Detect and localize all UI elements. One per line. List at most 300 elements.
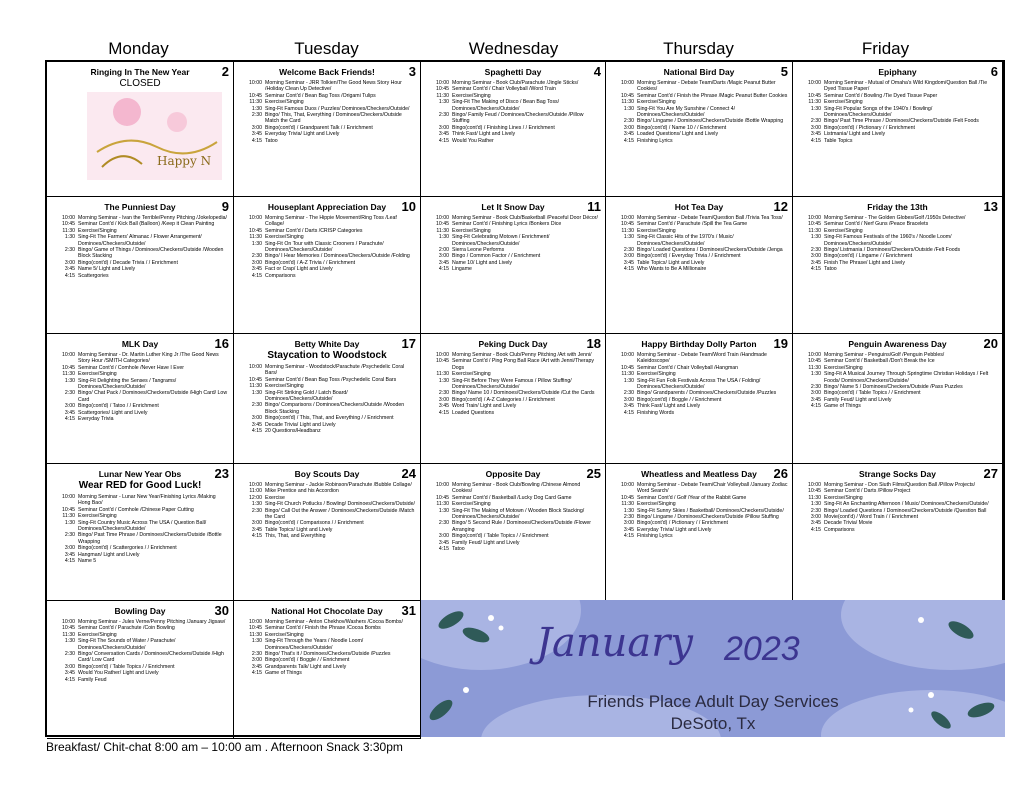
activity-row [51,247,229,260]
activity-text: Sing-Fit Classic Hits of the 1970's / Music/ Dominoes/Checkers/Outside/ [637,234,734,247]
activity-text: Tatoo [452,546,465,553]
activity-text: Bingo/ Past Time Phrase / Dominoes/Checkers/Outside /Felt Foods [824,118,979,125]
day-theme-title: Betty White Day [294,339,360,349]
activity-time: 11:00 [249,488,262,495]
day-number: 5 [780,64,788,79]
day-number: 10 [401,199,416,214]
activity-text: Morning Seminar - Debate Team/Darts /Magic Peanut Butter Cookies/ [637,80,776,93]
day-number: 20 [983,336,998,351]
activity-time: 11:30 [249,234,262,241]
activity-text: Sing-Fit The Making of Disco / Bean Bag Toss/ Dominoes/Checkers/Outside/ [452,99,560,112]
activity-text: Bingo(cont'd) / This, That, and Everything / / Enrichment [265,415,394,422]
activity-row [425,410,601,416]
activity-text: Bingo(cont'd) / Pictionary / / Enrichment [637,520,728,527]
activity-time: 10:00 [62,619,75,625]
activity-text: Sing-Fit An Enchanting Afternoon / Music/ Dominoes/Checkers/Outside/ [824,501,989,508]
activity-row [238,638,416,651]
activity-time: 11:30 [436,501,449,508]
activity-time: 3:00 [438,396,449,403]
activity-text: Table Topics/ Light and Lively [637,259,705,266]
activity-text: Exercise/Singing [824,99,863,106]
activity-time: 11:30 [62,371,75,378]
activity-time: 2:30 [251,112,262,119]
activity-time: 11:30 [436,371,449,378]
activity-time: 1:30 [64,377,75,384]
activity-time: 10:45 [808,488,821,495]
activity-text: Bingo/ Family Feud / Dominoes/Checkers/Outside /Pillow Stuffing [452,112,584,125]
activity-time: 4:15 [251,670,262,677]
activity-time: 10:45 [808,221,821,228]
activity-text: Mike Prentice and his Accordion [265,488,339,495]
activity-text: Morning Seminar - Debate Team/Question Ball /Trivia Tea Toss/ [637,215,783,221]
activity-text: Sing-Fit Before They Were Famous / Pillow Stuffing/ Dominoes/Checkers/Outside/ [452,377,572,391]
activity-time: 4:15 [623,137,634,144]
activity-time: 11:30 [249,631,262,638]
activity-time: 10:00 [249,215,262,221]
activity-time: 11:30 [808,99,821,106]
activity-text: Bingo/ Loaded Questions / Dominoes/Checkers/Outside /Question Ball [824,507,987,514]
day-theme-title: Boy Scouts Day [294,469,360,479]
activity-time: 2:30 [251,651,262,658]
activity-time: 3:00 [810,390,821,397]
activity-time: 3:00 [438,124,449,131]
activity-time: 2:30 [251,402,262,409]
day-theme-title: Let It Snow Day [481,202,545,212]
activity-time: 3:00 [810,514,821,521]
activity-time: 3:45 [251,663,262,670]
activity-text: Bingo(cont'd) / Pictionary / / Enrichment [824,124,915,131]
activity-text: Scattergories [78,272,109,279]
activity-time: 1:30 [623,507,634,514]
activity-row [51,520,229,533]
calendar-day-cell [793,464,1003,601]
activity-time: 10:45 [436,221,449,228]
day-number: 18 [586,336,601,351]
activity-time: 1:30 [438,234,449,241]
activity-text: Everyday Trivia/ Light and Lively [265,131,340,138]
activity-schedule [797,482,998,533]
activity-text: Seminar Cont'd / Comhole /Chinese Paper Cutting [78,506,194,513]
day-number: 11 [587,199,601,214]
activity-schedule [797,80,998,144]
activity-time: 1:30 [438,377,449,384]
activity-row [238,402,416,415]
activity-text: Bingo(cont'd) / A-Z Trivia / / Enrichment [265,259,356,266]
day-theme-title: MLK Day [121,339,159,349]
activity-text: Morning Seminar - Jackie Robinson/Parachute /Bubble Collage/ [265,482,412,488]
activity-row [425,266,601,272]
activity-row [610,138,788,144]
activity-time: 10:00 [808,80,821,86]
activity-time: 10:45 [249,92,262,99]
activity-schedule [610,352,788,416]
day-theme-title: Peking Duck Day [478,339,548,349]
activity-time: 3:00 [623,253,634,260]
activity-text: Bingo(cont'd) / Grandparent Talk / / Enrichment [265,124,373,131]
activity-text: Exercise/Singing [78,227,117,234]
activity-schedule [51,619,229,683]
art-lettering: Happy N [157,154,212,168]
day-theme-title: Ringing In The New Year [90,67,190,77]
activity-time: 10:00 [249,80,262,86]
day-theme-title: Lunar New Year Obs [98,469,182,479]
activity-schedule [51,352,229,422]
activity-text: Bingo(cont'd) / Table Topics / / Enrichment [824,390,921,397]
banner-month: January [536,620,693,666]
activity-text: Morning Seminar - Book Club/Basketball /Peaceful Door Décor/ [452,215,598,221]
day-theme-title: Penguin Awareness Day [848,339,947,349]
activity-time: 3:00 [438,253,449,260]
activity-text: Finishing Lyrics [637,137,673,144]
activity-text: Morning Seminar - The Hippie Movement/Ring Toss /Leaf Collage/ [265,215,397,228]
activity-time: 2:30 [810,507,821,514]
activity-time: 10:00 [808,215,821,221]
activity-text: Sing-Fit Famous Duos / Puzzles/ Dominoes/Checkers/Outside/ [265,105,410,112]
calendar-day-cell [234,601,421,739]
activity-text: Bingo(cont'd) / Finishing Lines / / Enrichment [452,124,555,131]
activity-text: Bingo/ Game of Things / Dominoes/Checkers/Outside /Wooden Block Stacking [78,247,224,260]
activity-text: Bingo/ Lingame / Dominoes/Checkers/Outside /Pillow Stuffing [637,514,779,521]
activity-schedule [797,352,998,410]
activity-row [238,80,416,93]
activity-time: 11:30 [249,99,262,106]
activity-text: Morning Seminar - Debate Team/Chair Volleyball /January Zodiac Word Search/ [637,482,788,495]
activity-time: 3:00 [64,545,75,552]
activity-text: Listmania/ Light and Lively [824,131,886,138]
activity-text: Family Feud [78,676,107,683]
activity-text: Tatoo [265,137,278,144]
activity-time: 10:45 [62,506,75,513]
activity-time: 4:15 [623,533,634,540]
day-number: 9 [221,199,229,214]
activity-time: 3:00 [64,259,75,266]
activity-text: Family Feud/ Light and Lively [824,396,892,403]
day-header-thursday: Thursday [663,39,734,58]
activity-time: 3:00 [251,259,262,266]
activity-schedule [425,80,601,144]
activity-text: Name 5/ Light and Lively [78,266,136,273]
activity-text: Decade Trivia/ Light and Lively [265,421,336,428]
activity-text: Exercise/Singing [637,501,676,508]
activity-schedule [238,482,416,540]
activity-time: 3:45 [251,421,262,428]
footer-note: Breakfast/ Chit-chat 8:00 am – 10:00 am . Afternoon Snack 3:30pm [46,740,403,754]
activity-text: Seminar Cont'd / Parachute /Coin Bowling [78,625,175,632]
activity-text: Sierra Leone Performs [452,247,505,254]
day-theme-title: Spaghetti Day [484,67,542,77]
activity-text: Movie(cont'd) / Word Train / / Enrichment [824,514,919,521]
activity-time: 2:30 [623,247,634,254]
activity-text: Exercise/Singing [637,227,676,234]
activity-time: 3:00 [251,415,262,422]
activity-text: Sing-Fit Through the Years / Noodle Loom/ Dominoes/Checkers/Outside/ [265,638,364,651]
activity-row [797,403,998,409]
activity-text: Sing-Fit Striking Gold / Latch Board/ Dominoes/Checkers/Outside/ [265,389,348,403]
day-theme-title: Opposite Day [485,469,541,479]
activity-time: 10:00 [808,352,821,358]
activity-time: 10:00 [62,352,75,358]
activity-text: Bingo/ Call Out the Answer / Dominoes/Checkers/Outside /Match the Card [265,507,415,521]
activity-time: 4:15 [438,266,449,273]
activity-row [425,358,601,371]
activity-text: Would You Rather [452,137,494,144]
activity-time: 4:15 [251,428,262,435]
activity-text: Exercise/Singing [452,92,491,99]
activity-text: Exercise/Singing [78,513,117,520]
activity-time: 1:30 [251,638,262,645]
activity-time: 3:00 [623,520,634,527]
activity-row [425,520,601,533]
activity-schedule [238,215,416,279]
day-theme-title: Wheatless and Meatless Day [641,469,757,479]
activity-text: Bingo(cont'd) / Tatoo / / Enrichment [78,403,159,410]
activity-row [51,234,229,247]
activity-time: 3:45 [438,131,449,138]
activity-text: Morning Seminar - Woodstock/Parachute /Psychedelic Coral Bars/ [265,364,405,377]
activity-time: 3:45 [64,670,75,677]
month-banner [421,600,1005,737]
activity-time: 11:30 [62,227,75,234]
activity-time: 10:45 [621,92,634,99]
activity-time: 3:45 [438,539,449,546]
activity-time: 3:00 [251,124,262,131]
activity-time: 3:45 [251,266,262,273]
activity-time: 10:45 [621,494,634,501]
calendar-day-cell [47,464,234,601]
activity-text: Would You Rather/ Light and Lively [78,670,159,677]
activity-time: 2:30 [623,390,634,397]
day-theme-title: Happy Birthday Dolly Parton [641,339,757,349]
activity-text: Exercise [265,494,285,501]
activity-row [610,533,788,539]
activity-row [238,112,416,125]
activity-text: 20 Questions/Headbanz [265,428,321,435]
activity-text: Exercise/Singing [265,234,304,241]
activity-text: Bingo/ 5 Second Rule / Dominoes/Checkers/Outside /Flower Arranging [452,520,591,533]
activity-text: Finishing Words [637,409,675,416]
calendar-day-cell [793,334,1003,464]
calendar-day-cell [606,464,793,601]
activity-text: Exercise/Singing [78,371,117,378]
activity-text: Bingo/ This, That, Everything / Dominoes/Checkers/Outside Match the Card [265,112,402,125]
activity-text: Seminar Cont'd / Basketball /Don't Break the Ice [824,358,935,365]
activity-text: Sing-Fit Sunny Skies / Basketball/ Dominoes/Checkers/Outside/ [637,507,784,514]
activity-text: Grandparents Talk/ Light and Lively [265,663,347,670]
activity-row [425,482,601,495]
activity-text: Seminar Cont'd / Darts /CRISP Categories [265,227,363,234]
activity-text: Bingo(cont'd) / Lingame / / Enrichment [824,253,913,260]
activity-text: Seminar Cont'd / Parachute /Spill the Tea Game [637,221,748,228]
activity-text: Morning Seminar - Penguins/Golf /Penguin Pebbles/ [824,352,945,358]
activity-time: 10:45 [808,92,821,99]
day-number: 30 [214,603,229,618]
calendar-day-cell [421,62,606,197]
day-theme-title: Epiphany [878,67,917,77]
activity-schedule [425,215,601,273]
activity-time: 3:45 [438,403,449,410]
activity-time: 1:30 [251,501,262,508]
day-header-friday: Friday [861,39,910,58]
activity-row [425,112,601,125]
activity-time: 4:15 [438,137,449,144]
day-theme-subtitle: Staycation to Woodstock [267,350,387,361]
activity-time: 1:30 [623,234,634,241]
activity-time: 10:00 [436,215,449,221]
activity-text: Exercise/Singing [452,371,491,378]
activity-time: 1:30 [64,519,75,526]
activity-text: Seminar Cont'd / Finishing Lyrics /Bonkers Dice [452,221,562,228]
activity-text: Seminar Cont'd / Bean Bag Toss /Psychedelic Coral Bars [265,376,397,383]
activity-text: Bingo(cont'd) / Scattergories / / Enrichment [78,545,177,552]
activity-time: 11:30 [249,383,262,390]
activity-time: 3:00 [64,663,75,670]
activity-text: Bingo/ Name 5 / Dominoes/Checkers/Outside /Pass Puzzles [824,384,963,391]
day-theme-title: The Punniest Day [104,202,176,212]
activity-text: Think Fast/ Light and Lively [637,403,701,410]
activity-text: Sing-Fit The Farmers' Almanac / Flower Arrangement/ Dominoes/Checkers/Outside/ [78,234,202,247]
activity-time: 3:45 [251,526,262,533]
activity-time: 3:45 [623,526,634,533]
activity-text: Morning Seminar - Don Siuth Films/Question Ball /Pillow Projects/ [824,482,976,488]
activity-row [797,234,998,247]
activity-time: 3:45 [623,259,634,266]
activity-text: Sing-Fit Delighting the Senses / Tangrams/ Dominoes/Checkers/Outside/ [78,377,177,391]
activity-time: 2:30 [64,532,75,539]
banner-year: 2023 [724,630,800,668]
activity-time: 10:45 [621,364,634,371]
activity-text: Exercise/Singing [824,494,863,501]
activity-time: 3:45 [64,266,75,273]
activity-time: 10:45 [436,358,449,365]
activity-text: Bingo(cont'd) / Boggle / / Enrichment [265,657,350,664]
activity-time: 10:00 [436,352,449,358]
activity-text: Seminar Cont'd / Finish the Phrase /Cocoa Bombs [265,625,381,632]
activity-time: 1:30 [623,105,634,112]
activity-row [797,527,998,533]
activity-schedule [51,494,229,564]
activity-time: 11:30 [621,501,634,508]
activity-time: 11:30 [808,364,821,371]
activity-text: Morning Seminar - Jules Verne/Penny Pitching /January Jigsaw/ [78,619,226,625]
activity-time: 1:30 [810,234,821,241]
activity-time: 10:45 [436,494,449,501]
activity-time: 10:45 [808,358,821,365]
calendar-day-cell [47,334,234,464]
activity-time: 1:30 [438,99,449,106]
activity-text: Exercise/Singing [265,99,304,106]
activity-time: 12:00 [249,494,262,501]
activity-schedule [610,80,788,144]
activity-row [51,273,229,279]
activity-time: 11:30 [62,513,75,520]
activity-time: 3:45 [623,131,634,138]
activity-time: 2:30 [64,651,75,658]
activity-text: Think Fast/ Light and Lively [452,131,516,138]
activity-time: 2:30 [438,112,449,119]
activity-text: Morning Seminar - Book Club/Bowling /Chinese Almond Cookies/ [452,482,581,495]
activity-text: Seminar Cont'd / Finish the Phrase /Magic Peanut Butter Cookies [637,92,788,99]
activity-text: Loaded Questions/ Light and Lively [637,131,719,138]
activity-text: Bingo/ Conversation Cards / Dominoes/Checkers/Outside /High Card/ Low Card [78,651,224,664]
day-theme-title: National Hot Chocolate Day [271,606,383,616]
activity-schedule [238,619,416,677]
activity-schedule [425,352,601,416]
activity-time: 3:00 [623,396,634,403]
activity-text: Scattergories/ Light and Lively [78,409,148,416]
activity-time: 10:45 [62,625,75,632]
activity-text: Bingo(cont'd) / Everyday Trivia / / Enrichment [637,253,741,260]
activity-time: 1:30 [251,240,262,247]
activity-text: Lingame [452,266,472,273]
calendar-day-cell [234,464,421,601]
activity-schedule [238,364,416,434]
activity-time: 2:30 [438,520,449,527]
activity-time: 10:45 [62,364,75,371]
activity-text: Seminar Cont'd / Kick Ball (Balloon) /Keep it Clean Painting [78,221,215,228]
activity-row [238,508,416,521]
activity-text: Bingo/ Comparisons / Dominoes/Checkers/Outside /Wooden Block Stacking [265,402,405,415]
activity-text: Bingo/ That's it / Dominoes/Checkers/Outside /Puzzles [265,651,391,658]
activity-time: 10:00 [436,80,449,86]
activity-row [51,558,229,564]
activity-time: 10:00 [621,352,634,358]
activity-time: 11:30 [436,227,449,234]
activity-row [425,546,601,552]
activity-schedule [238,80,416,144]
activity-text: Seminar Cont'd / Bowling /Tie Dyed Tissue Paper [824,92,938,99]
activity-time: 11:30 [621,371,634,378]
activity-time: 2:30 [251,253,262,260]
activity-text: Exercise/Singing [452,227,491,234]
activity-text: Sing-Fit A Musical Journey Through Springtime Christian Holidays / Felt Foods/ Dominoes/Checkers/Outside/ [824,371,989,384]
activity-text: Fact or Crap/ Light and Lively [265,266,333,273]
day-theme-title: Welcome Back Friends! [279,67,375,77]
day-theme-title: Bowling Day [114,606,166,616]
day-number: 2 [221,64,229,79]
activity-row [51,532,229,545]
day-theme-title: National Bird Day [663,67,735,77]
activity-time: 3:45 [64,551,75,558]
activity-time: 10:00 [621,215,634,221]
day-theme-title: Hot Tea Day [674,202,724,212]
activity-text: Bingo/ Past Time Phrase / Dominoes/Checkers/Outside /Bottle Wrapping [78,532,222,545]
activity-time: 11:30 [436,92,449,99]
activity-time: 4:15 [810,403,821,410]
activity-time: 10:00 [808,482,821,488]
activity-row [51,378,229,391]
activity-text: Sing-Fit The Sounds of Water / Parachute/ Dominoes/Checkers/Outside/ [78,638,176,651]
activity-text: Bingo / Common Factor / / Enrichment [452,253,541,260]
activity-schedule [610,215,788,273]
activity-text: Table Topics [824,137,853,144]
activity-time: 2:30 [810,247,821,254]
calendar-day-cell [234,334,421,464]
banner-city: DeSoto, Tx [670,714,756,733]
activity-text: Sing-Fit Celebrating Motown / Enrichment/ Dominoes/Checkers/Outside/ [452,234,550,247]
activity-time: 10:00 [621,80,634,86]
day-number: 16 [214,336,229,351]
activity-text: Game of Things [824,403,861,410]
activity-row [51,651,229,664]
activity-text: Seminar Cont'd / Bean Bag Toss /Origami Tulips [265,92,376,99]
activity-text: Bingo/ Chat Pack / Dominoes/Checkers/Outside /High Card/ Low Card [78,390,228,403]
activity-text: Exercise/Singing [78,631,117,638]
activity-time: 11:30 [62,631,75,638]
activity-text: Word Train/ Light and Lively [452,403,517,410]
day-number: 27 [983,466,998,481]
activity-text: Morning Seminar - Dr. Martin Luther King Jr /The Good News Story Hour /SMITH Categories/ [78,352,219,365]
activity-text: Bingo(cont'd) / Table Topics / / Enrichment [78,663,175,670]
